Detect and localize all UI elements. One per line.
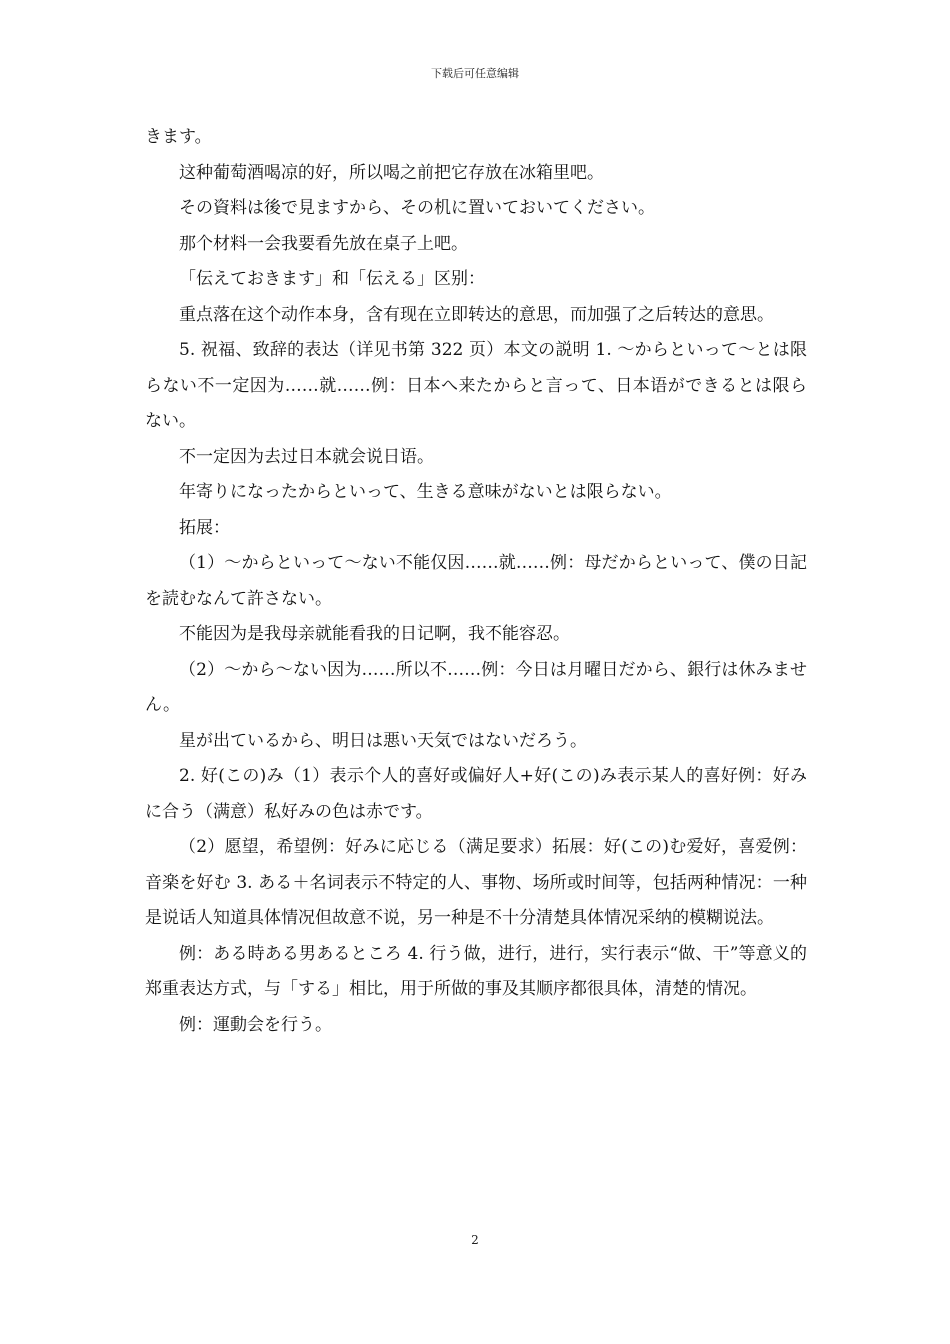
paragraph: きます。	[145, 127, 212, 147]
paragraph: 5. 祝福、致辞的表达（详见书第 322 页）本文の説明 1. ～からといって～とは限らない不一定因为……就……例：日本へ来たからと言って、日本语ができるとは限らない。	[145, 340, 807, 431]
paragraph: 2. 好(この)み（1）表示个人的喜好或偏好人+好(この)み表示某人的喜好例：好みに合う（满意）私好みの色は赤です。	[145, 766, 807, 822]
paragraph: 不一定因为去过日本就会说日语。	[179, 446, 434, 467]
paragraph: 星が出ているから、明日は悪い天気ではないだろう。	[179, 730, 587, 751]
paragraph: （1）～からといって～ない不能仅因……就……例：母だからといって、僕の日記を読むなんて許さない。	[145, 553, 807, 609]
paragraph: 例：運動会を行う。	[179, 1014, 332, 1035]
paragraph: 例：ある時ある男あるところ 4. 行う做，进行，进行，实行表示“做、干”等意义的郑重表达方式，与「する」相比，用于所做的事及其顺序都很具体，清楚的情况。	[145, 943, 807, 999]
page-header: 下载后可任意编辑	[431, 67, 519, 80]
paragraph: 「伝えておきます」和「伝える」区别：	[179, 269, 485, 289]
paragraph: 年寄りになったからといって、生きる意味がないとは限らない。	[179, 482, 672, 502]
page-number: 2	[471, 1233, 479, 1247]
paragraph: 这种葡萄酒喝凉的好，所以喝之前把它存放在冰箱里吧。	[179, 162, 604, 183]
paragraph: その資料は後で見ますから、その机に置いておいてください。	[179, 198, 655, 218]
paragraph: （2）～から～ない因为……所以不……例：今日は月曜日だから、銀行は休みません。	[145, 659, 807, 715]
paragraph: 不能因为是我母亲就能看我的日记啊，我不能容忍。	[179, 624, 570, 644]
body-text	[145, 120, 807, 1043]
paragraph: （2）愿望，希望例：好みに応じる（满足要求）拓展：好(この)む爱好，喜爱例：音楽を好む 3. ある＋名词表示不特定的人、事物、场所或时间等，包括两种情况：一种是说话人知道具体情况但故意不说，另一种是不十分清楚具体情况采纳的模糊说法。	[145, 837, 807, 928]
paragraph: 重点落在这个动作本身，含有现在立即转达的意思，而加强了之后转达的意思。	[179, 304, 774, 325]
paragraph: 拓展：	[179, 517, 230, 538]
paragraph: 那个材料一会我要看先放在桌子上吧。	[179, 233, 468, 254]
